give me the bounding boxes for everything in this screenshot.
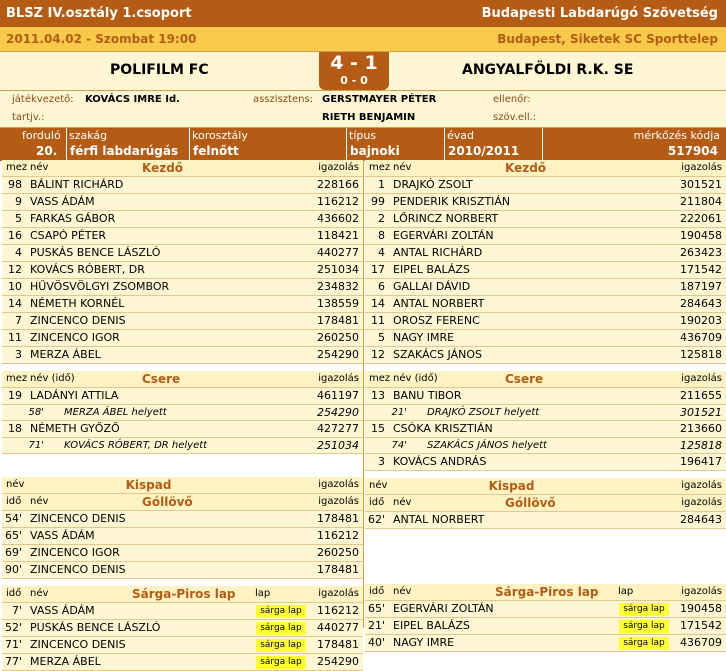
license-id: 190458 [680,229,722,242]
card-cell [618,618,670,634]
substitution-detail [365,438,726,454]
teams-bar [0,52,726,91]
col-label-card: lap [618,586,634,597]
yellow-card-badge: sárga lap [619,603,669,616]
player-name: KOVÁCS ANDRÁS [393,455,487,468]
player-name: LADÁNYI ATTILA [30,389,119,402]
referee-name: KOVÁCS IMRE Id. [85,94,180,105]
license-id: 211655 [680,389,722,402]
table-row [2,528,363,545]
license-id: 263423 [680,246,722,259]
shirt-number: 10 [8,280,22,293]
info-age-group: korosztály felnőtt [190,128,347,161]
scoreboard [319,52,389,90]
replaced-license-id: 125818 [680,439,722,452]
minute: 40' [367,636,385,649]
player-name: VASS ÁDÁM [30,529,95,542]
player-name: EGERVÁRI ZOLTÁN [393,602,494,615]
section-title: Kispad [125,478,172,492]
col-label-id: igazolás [318,479,359,490]
shirt-number: 6 [378,280,385,293]
player-name: NAGY IMRE [393,636,455,649]
license-id: 178481 [317,512,359,525]
col-label-name: név [393,586,412,597]
player-name: ANTAL RICHÁRD [393,246,483,259]
bench-header [2,477,363,494]
table-row [2,245,363,262]
col-label-id: igazolás [681,162,722,173]
shirt-number: 11 [8,331,22,344]
section-header [2,586,363,603]
minute: 21' [367,619,385,632]
empty-row [365,529,726,545]
card-cell [618,635,670,651]
table-row [2,296,363,313]
col-label-id: igazolás [318,162,359,173]
license-id: 116212 [317,529,359,542]
player-name: ZINCENCO DENIS [30,638,126,651]
info-type: típus bajnoki [347,128,445,161]
match-info-bar [0,128,726,161]
col-label-number: mez [369,162,391,173]
col-label-number: idő [369,586,385,597]
section-title: Csere [505,372,544,386]
table-row [2,262,363,279]
minute: 7' [11,604,22,617]
table-row [365,262,726,279]
section-title: Csere [142,372,181,386]
section-header [365,371,726,388]
table-row [365,347,726,364]
shirt-number: 16 [8,229,22,242]
license-id: 436709 [680,636,722,649]
minute: 69' [4,546,22,559]
license-id: 178481 [317,314,359,327]
table-row [365,245,726,262]
license-id: 116212 [317,604,359,617]
license-id: 138559 [317,297,359,310]
license-id: 211804 [680,195,722,208]
col-label-number: mez [369,373,391,384]
reserve-label: tartjv.: [12,112,45,123]
halftime-score: 0 - 0 [340,74,368,87]
col-label-id: igazolás [318,496,359,507]
card-cell [255,654,307,670]
license-id: 234832 [317,280,359,293]
player-name: ANTAL NORBERT [393,297,485,310]
yellow-card-badge: sárga lap [619,620,669,633]
substitution-detail [365,405,726,421]
referee-label: játékvezető: [12,94,74,105]
minute: 62' [367,513,385,526]
section-title: Góllövő [505,496,556,510]
card-cell [255,637,307,653]
table-row [365,228,726,245]
section-header [2,371,363,388]
table-row [365,635,726,652]
table-row [2,562,363,579]
replaced-player: MERZA ÁBEL helyett [64,407,167,418]
minute: 65' [367,602,385,615]
license-id: 213660 [680,422,722,435]
table-row [365,512,726,529]
card-cell [255,620,307,636]
section-header [2,160,363,177]
yellow-card-badge: sárga lap [256,656,306,669]
table-row [2,620,363,637]
empty-row [2,454,363,470]
license-id: 427277 [317,422,359,435]
license-id: 284643 [680,297,722,310]
player-name: PUSKÁS BENCE LÁSZLÓ [30,246,161,259]
col-label-name: név [369,480,388,491]
card-cell [618,601,670,617]
spacer [365,364,726,371]
section-header [365,160,726,177]
substitution-detail [2,405,363,421]
section-header [365,584,726,601]
empty-row [365,561,726,577]
license-id: 436602 [317,212,359,225]
spacer [365,577,726,584]
shirt-number: 14 [371,297,385,310]
spacer [2,579,363,586]
player-name: NAGY IMRE [393,331,455,344]
table-row [365,330,726,347]
player-name: OROSZ FERENC [393,314,480,327]
shirt-number: 12 [371,348,385,361]
col-label-card: lap [255,588,271,599]
shirt-number: 11 [371,314,385,327]
license-id: 461197 [317,389,359,402]
col-label-number: mez [6,373,28,384]
player-name: NÉMETH KORNÉL [30,297,125,310]
table-row [365,313,726,330]
shirt-number: 99 [371,195,385,208]
player-name: EIPEL BALÁZS [393,263,470,276]
shirt-number: 5 [15,212,22,225]
shirt-number: 13 [371,389,385,402]
shirt-number: 3 [378,455,385,468]
shirt-number: 19 [8,389,22,402]
col-label-name: név [6,479,25,490]
player-name: ZINCENCO DENIS [30,563,126,576]
table-row [2,637,363,654]
match-datetime: 2011.04.02 - Szombat 19:00 [6,32,197,46]
col-label-name: név [393,497,412,508]
player-name: DRAJKÓ ZSOLT [393,178,473,191]
column-divider [363,160,364,628]
player-name: CSAPÓ PÉTER [30,229,107,242]
license-id: 222061 [680,212,722,225]
col-label-number: idő [6,588,22,599]
col-label-id: igazolás [681,586,722,597]
col-label-id: igazolás [681,497,722,508]
col-label-name: név [393,162,412,173]
col-label-number: mez [6,162,28,173]
license-id: 118421 [317,229,359,242]
license-id: 228166 [317,178,359,191]
minute: 65' [4,529,22,542]
license-id: 440277 [317,621,359,634]
table-row [365,279,726,296]
table-row [365,618,726,635]
table-row [2,511,363,528]
shirt-number: 14 [8,297,22,310]
shirt-number: 98 [8,178,22,191]
replaced-player: KOVÁCS RÓBERT, DR helyett [64,440,208,451]
replaced-license-id: 254290 [317,406,359,419]
shirt-number: 17 [371,263,385,276]
table-row [2,279,363,296]
table-row [2,177,363,194]
player-name: GALLAI DÁVID [393,280,471,293]
table-row [365,296,726,313]
table-row [2,228,363,245]
table-row [2,654,363,671]
officials [0,91,726,128]
substitution-detail [2,438,363,454]
shirt-number: 3 [15,348,22,361]
sub-minute: 71' [28,440,44,451]
player-name: ZINCENCO DENIS [30,512,126,525]
away-column [365,160,726,652]
federation-controller-label: szöv.ell.: [493,112,537,123]
player-name: MERZA ÁBEL [30,348,101,361]
yellow-card-badge: sárga lap [619,637,669,650]
section-title: Kezdő [142,161,184,175]
final-score: 4 - 1 [330,52,378,74]
yellow-card-badge: sárga lap [256,639,306,652]
controller-label: ellenőr: [493,94,531,105]
col-label-id: igazolás [318,588,359,599]
license-id: 251034 [317,263,359,276]
shirt-number: 5 [378,331,385,344]
spacer [2,470,363,477]
table-row [2,545,363,562]
player-name: ANTAL NORBERT [393,513,485,526]
yellow-card-badge: sárga lap [256,622,306,635]
license-id: 436709 [680,331,722,344]
minute: 52' [4,621,22,634]
player-name: MERZA ÁBEL [30,655,101,668]
col-label-name: név [30,588,49,599]
shirt-number: 8 [378,229,385,242]
player-name: ZINCENCO IGOR [30,546,120,559]
card-cell [255,603,307,619]
player-name: FARKAS GÁBOR [30,212,116,225]
table-row [365,454,726,471]
section-title: Kezdő [505,161,547,175]
minute: 77' [4,655,22,668]
license-id: 116212 [317,195,359,208]
empty-row [365,545,726,561]
table-row [2,313,363,330]
match-venue: Budapest, Siketek SC Sporttelep [497,32,718,46]
license-id: 196417 [680,455,722,468]
license-id: 301521 [680,178,722,191]
section-header [2,494,363,511]
bench-header [365,478,726,495]
player-name: BANU TIBOR [393,389,462,402]
table-row [365,211,726,228]
license-id: 171542 [680,619,722,632]
license-id: 440277 [317,246,359,259]
replaced-license-id: 251034 [317,439,359,452]
spacer [365,471,726,478]
player-name: SZAKÁCS JÁNOS [393,348,482,361]
player-name: LŐRINCZ NORBERT [393,212,499,225]
license-id: 190458 [680,602,722,615]
player-name: PENDERIK KRISZTIÁN [393,195,511,208]
license-id: 254290 [317,655,359,668]
yellow-card-badge: sárga lap [256,605,306,618]
info-branch: szakág férfi labdarúgás [67,128,190,161]
away-team: ANGYALFÖLDI R.K. SE [462,62,634,78]
col-label-id: igazolás [681,373,722,384]
license-id: 190203 [680,314,722,327]
shirt-number: 15 [371,422,385,435]
license-id: 125818 [680,348,722,361]
shirt-number: 2 [378,212,385,225]
section-title: Kispad [488,479,535,493]
minute: 90' [4,563,22,576]
table-row [365,388,726,405]
license-id: 178481 [317,563,359,576]
license-id: 260250 [317,546,359,559]
table-row [2,211,363,228]
subheader-bar [0,27,726,52]
license-id: 260250 [317,331,359,344]
col-label-id: igazolás [681,480,722,491]
sub-minute: 74' [391,440,407,451]
player-name: KOVÁCS RÓBERT, DR [30,263,145,276]
info-round: forduló 20. [0,128,67,161]
license-id: 187197 [680,280,722,293]
section-header [365,495,726,512]
col-label-number: idő [6,496,22,507]
col-label-number: idő [369,497,385,508]
header-bar [0,0,726,27]
section-title: Góllövő [142,495,193,509]
license-id: 178481 [317,638,359,651]
table-row [2,194,363,211]
col-label-name: név (idő) [30,373,75,384]
col-label-name: név [30,162,49,173]
home-team: POLIFILM FC [110,62,209,78]
replaced-player: DRAJKÓ ZSOLT helyett [427,407,540,418]
shirt-number: 4 [15,246,22,259]
minute: 54' [4,512,22,525]
shirt-number: 1 [378,178,385,191]
shirt-number: 18 [8,422,22,435]
player-name: ZINCENCO IGOR [30,331,120,344]
replaced-player: SZAKÁCS JÁNOS helyett [427,440,547,451]
home-column [2,160,363,671]
col-label-id: igazolás [318,373,359,384]
spacer [2,364,363,371]
player-name: VASS ÁDÁM [30,604,95,617]
table-row [2,603,363,620]
shirt-number: 12 [8,263,22,276]
assistant-2: RIETH BENJAMIN [322,112,416,123]
section-title: Sárga-Piros lap [132,587,236,601]
assistants-label: asszisztens: [253,94,314,105]
player-name: BÁLINT RICHÁRD [30,178,124,191]
sub-minute: 58' [28,407,44,418]
player-name: ZINCENCO DENIS [30,314,126,327]
minute: 71' [4,638,22,651]
competition-name: BLSZ IV.osztály 1.csoport [6,6,192,21]
federation-name: Budapesti Labdarúgó Szövetség [481,6,718,21]
col-label-name: név (idő) [393,373,438,384]
shirt-number: 4 [378,246,385,259]
shirt-number: 7 [15,314,22,327]
sub-minute: 21' [391,407,407,418]
table-row [2,388,363,405]
player-name: HŰVÖSVÖLGYI ZSOMBOR [30,280,170,293]
table-row [2,330,363,347]
info-season: évad 2010/2011 [445,128,543,161]
table-row [2,347,363,364]
player-name: EGERVÁRI ZOLTÁN [393,229,494,242]
replaced-license-id: 301521 [680,406,722,419]
license-id: 254290 [317,348,359,361]
table-row [365,601,726,618]
table-row [365,177,726,194]
player-name: CSÓKA KRISZTIÁN [393,422,493,435]
shirt-number: 9 [15,195,22,208]
table-row [365,421,726,438]
license-id: 284643 [680,513,722,526]
table-row [365,194,726,211]
table-row [2,421,363,438]
section-title: Sárga-Piros lap [495,585,599,599]
col-label-name: név [30,496,49,507]
license-id: 171542 [680,263,722,276]
assistant-1: GERSTMAYER PÉTER [322,94,437,105]
player-name: VASS ÁDÁM [30,195,95,208]
info-match-code: mérkőzés kódja 517904 [633,129,720,158]
player-name: EIPEL BALÁZS [393,619,470,632]
player-name: PUSKÁS BENCE LÁSZLÓ [30,621,161,634]
player-name: NÉMETH GYŐZŐ [30,422,120,435]
